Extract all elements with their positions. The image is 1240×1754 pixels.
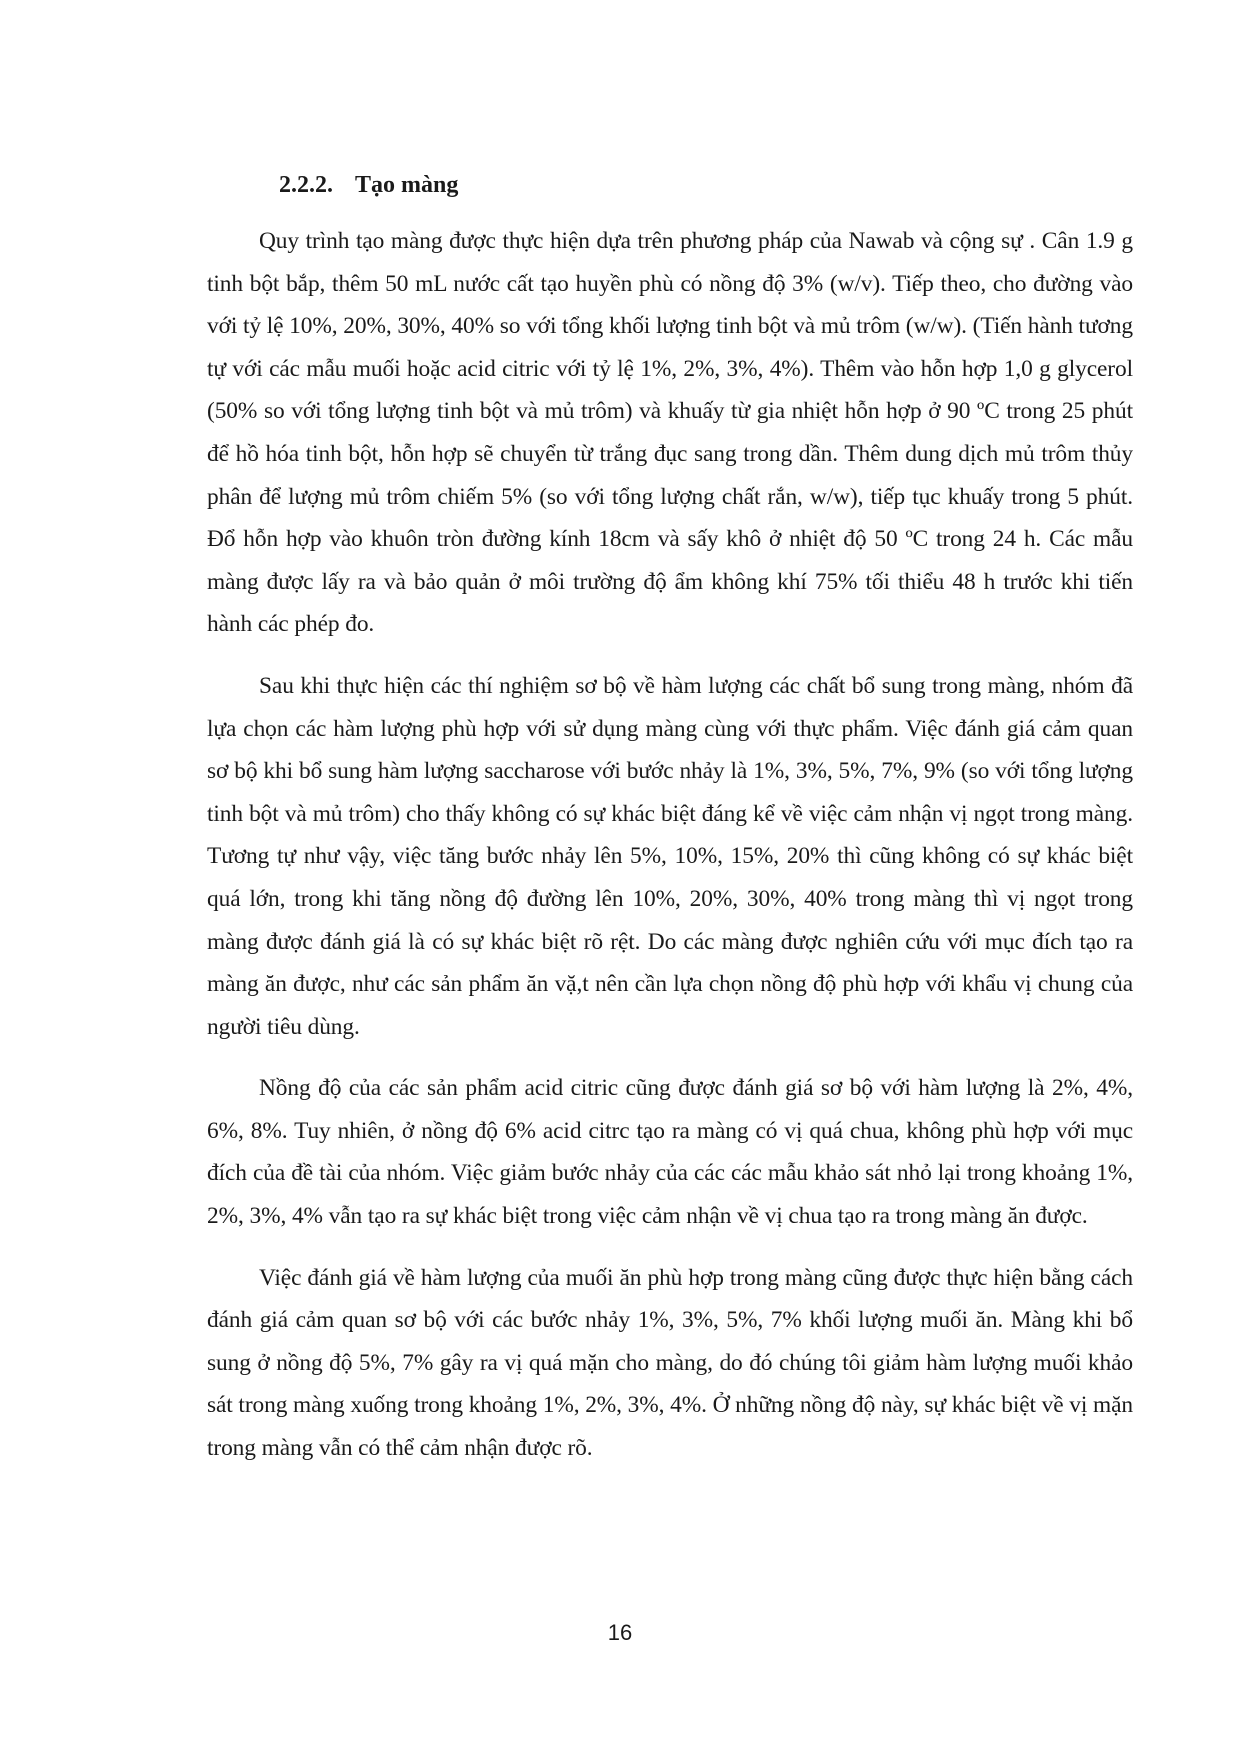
page-content [207,170,1133,1489]
page-number: 16 [607,1620,633,1645]
section-heading [207,170,1133,200]
paragraph-film-process: Quy trình tạo màng được thực hiện dựa trên phương pháp của Nawab và cộng sự . Cân 1.9 g tinh bột bắp, thêm 50 mL nước cất tạo huyền phù có nồng độ 3% (w/v). Tiếp theo, cho đường vào với tỷ lệ 10%, 20%, 30%, 40% so với tổng khối lượng tinh bột và mủ trôm (w/w). (Tiến hành tương tự với các mẫu muối hoặc acid citric với tỷ lệ 1%, 2%, 3%, 4%). Thêm vào hỗn hợp 1,0 g glycerol (50% so với tổng lượng tinh bột và mủ trôm) và khuấy từ gia nhiệt hỗn hợp ở 90 ºC trong 25 phút để hồ hóa tinh bột, hỗn hợp sẽ chuyển từ trắng đục sang trong dần. Thêm dung dịch mủ trôm thủy phân để lượng mủ trôm chiếm 5% (so với tổng lượng chất rắn, w/w), tiếp tục khuấy trong 5 phút. Đổ hỗn hợp vào khuôn tròn đường kính 18cm và sấy khô ở nhiệt độ 50 ºC trong 24 h. Các mẫu màng được lấy ra và bảo quản ở môi trường độ ẩm không khí 75% tối thiểu 48 h trước khi tiến hành các phép đo. [207,228,1133,638]
paragraph-sugar-content: Sau khi thực hiện các thí nghiệm sơ bộ về hàm lượng các chất bổ sung trong màng, nhóm đã lựa chọn các hàm lượng phù hợp với sử dụng màng cùng với thực phẩm. Việc đánh giá cảm quan sơ bộ khi bổ sung hàm lượng saccharose với bước nhảy là 1%, 3%, 5%, 7%, 9% (so với tổng lượng tinh bột và mủ trôm) cho thấy không có sự khác biệt đáng kể về việc cảm nhận vị ngọt trong màng. Tương tự như vậy, việc tăng bước nhảy lên 5%, 10%, 15%, 20% thì cũng không có sự khác biệt quá lớn, trong khi tăng nồng độ đường lên 10%, 20%, 30%, 40% trong màng thì vị ngọt trong màng được đánh giá là có sự khác biệt rõ rệt. Do các màng được nghiên cứu với mục đích tạo ra màng ăn được, như các sản phẩm ăn vặ,t nên cần lựa chọn nồng độ phù hợp với khẩu vị chung của người tiêu dùng. [207,672,1133,1040]
section-title: Tạo màng [355,172,459,198]
paragraph-salt-content: Việc đánh giá về hàm lượng của muối ăn phù hợp trong màng cũng được thực hiện bằng cách đánh giá cảm quan sơ bộ với các bước nhảy 1%, 3%, 5%, 7% khối lượng muối ăn. Màng khi bổ sung ở nồng độ 5%, 7% gây ra vị quá mặn cho màng, do đó chúng tôi giảm hàm lượng muối khảo sát trong màng xuống trong khoảng 1%, 2%, 3%, 4%. Ở những nồng độ này, sự khác biệt về vị mặn trong màng vẫn có thể cảm nhận được rõ. [207,1264,1133,1462]
section-number: 2.2.2. [279,172,333,198]
paragraph-citric-acid: Nồng độ của các sản phẩm acid citric cũng được đánh giá sơ bộ với hàm lượng là 2%, 4%, 6%, 8%. Tuy nhiên, ở nồng độ 6% acid citrc tạo ra màng có vị quá chua, không phù hợp với mục đích của đề tài của nhóm. Việc giảm bước nhảy của các các mẫu khảo sát nhỏ lại trong khoảng 1%, 2%, 3%, 4% vẫn tạo ra sự khác biệt trong việc cảm nhận về vị chua tạo ra trong màng ăn được. [207,1075,1133,1230]
